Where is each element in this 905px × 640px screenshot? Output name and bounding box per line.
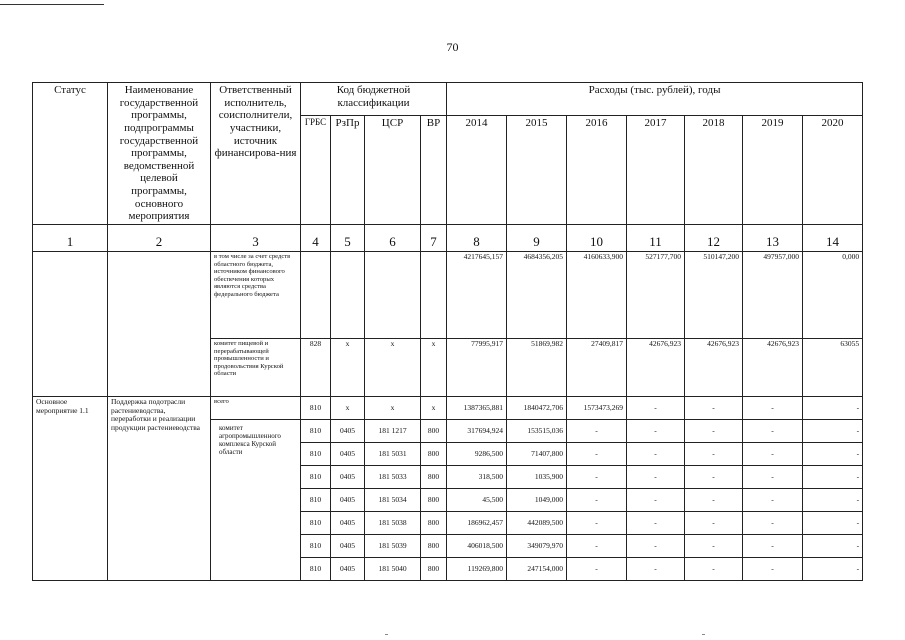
csr-cell: 181 5031 — [365, 443, 421, 466]
column-number: 6 — [365, 225, 421, 252]
amount-cell: - — [685, 420, 743, 443]
amount-cell: 153515,036 — [507, 420, 567, 443]
rzpr-cell: 0405 — [331, 535, 365, 558]
amount-cell: 77995,917 — [447, 339, 507, 397]
amount-cell: 318,500 — [447, 466, 507, 489]
empty-name-cell — [108, 252, 211, 397]
header-status: Статус — [33, 83, 108, 225]
column-number: 9 — [507, 225, 567, 252]
measure-executor: комитет агропромышленного комплекса Курской области — [211, 420, 301, 581]
amount-cell: 45,500 — [447, 489, 507, 512]
amount-cell: - — [685, 558, 743, 581]
column-number: 7 — [421, 225, 447, 252]
column-number: 3 — [211, 225, 301, 252]
amount-cell: - — [685, 489, 743, 512]
amount-cell: 349079,970 — [507, 535, 567, 558]
csr-cell: 181 1217 — [365, 420, 421, 443]
amount-cell: 9286,500 — [447, 443, 507, 466]
amount-cell: 63055 — [803, 339, 863, 397]
header-year: 2016 — [567, 116, 627, 225]
amount-cell: - — [743, 443, 803, 466]
amount-cell: 1049,000 — [507, 489, 567, 512]
amount-cell: - — [743, 466, 803, 489]
rzpr-cell: х — [331, 339, 365, 397]
column-number: 13 — [743, 225, 803, 252]
amount-cell: - — [627, 558, 685, 581]
grbs-cell: 810 — [301, 512, 331, 535]
header-year: 2014 — [447, 116, 507, 225]
amount-cell: - — [803, 558, 863, 581]
top-left-rule — [0, 4, 104, 5]
amount-cell: - — [567, 443, 627, 466]
vr-cell: 800 — [421, 420, 447, 443]
amount-cell: - — [685, 397, 743, 420]
amount-cell: - — [567, 535, 627, 558]
amount-cell: - — [685, 512, 743, 535]
column-number: 2 — [108, 225, 211, 252]
amount-cell: 527177,700 — [627, 252, 685, 339]
amount-cell: - — [685, 535, 743, 558]
amount-cell: 27409,817 — [567, 339, 627, 397]
header-year: 2017 — [627, 116, 685, 225]
executor-federal: в том числе за счет средств областного бюджета, источником финансового обеспечения которых являются средства федерального бюджета — [211, 252, 301, 339]
amount-cell: - — [627, 535, 685, 558]
amount-cell: 247154,000 — [507, 558, 567, 581]
rzpr-cell: 0405 — [331, 489, 365, 512]
total-label: всего — [211, 397, 301, 420]
header-budget-code: Код бюджетной классификации — [301, 83, 447, 116]
amount-cell: 442089,500 — [507, 512, 567, 535]
csr-cell: 181 5039 — [365, 535, 421, 558]
amount-cell: - — [627, 489, 685, 512]
vr-cell: 800 — [421, 443, 447, 466]
amount-cell: - — [627, 397, 685, 420]
table-row-measure-total — [33, 397, 863, 420]
amount-cell: 4684356,205 — [507, 252, 567, 339]
amount-cell: - — [567, 512, 627, 535]
amount-cell: - — [743, 512, 803, 535]
header-rzpr: РзПр — [331, 116, 365, 225]
csr-cell: х — [365, 397, 421, 420]
vr-cell: 800 — [421, 489, 447, 512]
vr-cell: 800 — [421, 558, 447, 581]
csr-cell: х — [365, 339, 421, 397]
amount-cell: - — [627, 512, 685, 535]
amount-cell: 4160633,900 — [567, 252, 627, 339]
grbs-cell: 810 — [301, 397, 331, 420]
amount-cell: - — [627, 466, 685, 489]
amount-cell: - — [567, 420, 627, 443]
amount-cell: 42676,923 — [743, 339, 803, 397]
header-expenses: Расходы (тыс. рублей), годы — [447, 83, 863, 116]
column-number-row — [33, 225, 863, 252]
amount-cell: - — [627, 443, 685, 466]
table-row-federal — [33, 252, 863, 339]
amount-cell: - — [685, 466, 743, 489]
grbs-cell: 810 — [301, 489, 331, 512]
header-vr: ВР — [421, 116, 447, 225]
grbs-cell: 810 — [301, 466, 331, 489]
column-number: 10 — [567, 225, 627, 252]
amount-cell: 119269,800 — [447, 558, 507, 581]
empty-cell — [421, 252, 447, 339]
csr-cell: 181 5034 — [365, 489, 421, 512]
amount-cell: - — [685, 443, 743, 466]
amount-cell: 1387365,881 — [447, 397, 507, 420]
header-year: 2019 — [743, 116, 803, 225]
amount-cell: - — [803, 420, 863, 443]
rzpr-cell: 0405 — [331, 512, 365, 535]
amount-cell: 406018,500 — [447, 535, 507, 558]
amount-cell: 317694,924 — [447, 420, 507, 443]
header-year: 2020 — [803, 116, 863, 225]
header-csr: ЦСР — [365, 116, 421, 225]
grbs-cell: 810 — [301, 558, 331, 581]
amount-cell: 42676,923 — [685, 339, 743, 397]
grbs-cell: 810 — [301, 535, 331, 558]
rzpr-cell: 0405 — [331, 466, 365, 489]
amount-cell: 42676,923 — [627, 339, 685, 397]
amount-cell: - — [567, 489, 627, 512]
csr-cell: 181 5040 — [365, 558, 421, 581]
amount-cell: - — [743, 420, 803, 443]
amount-cell: 1035,900 — [507, 466, 567, 489]
column-number: 5 — [331, 225, 365, 252]
vr-cell: х — [421, 339, 447, 397]
amount-cell: 510147,200 — [685, 252, 743, 339]
amount-cell: - — [803, 397, 863, 420]
vr-cell: 800 — [421, 535, 447, 558]
amount-cell: - — [803, 466, 863, 489]
grbs-cell: 810 — [301, 443, 331, 466]
amount-cell: - — [803, 443, 863, 466]
amount-cell: 1573473,269 — [567, 397, 627, 420]
column-number: 4 — [301, 225, 331, 252]
header-grbs: ГРБС — [301, 116, 331, 225]
empty-cell — [365, 252, 421, 339]
amount-cell: - — [743, 489, 803, 512]
amount-cell: 71407,800 — [507, 443, 567, 466]
amount-cell: 186962,457 — [447, 512, 507, 535]
amount-cell: - — [743, 535, 803, 558]
csr-cell: 181 5033 — [365, 466, 421, 489]
header-year: 2018 — [685, 116, 743, 225]
amount-cell: - — [743, 558, 803, 581]
vr-cell: х — [421, 397, 447, 420]
amount-cell: 497957,000 — [743, 252, 803, 339]
amount-cell: 1840472,706 — [507, 397, 567, 420]
grbs-cell: 828 — [301, 339, 331, 397]
amount-cell: 0,000 — [803, 252, 863, 339]
header-year: 2015 — [507, 116, 567, 225]
rzpr-cell: 0405 — [331, 443, 365, 466]
budget-table — [32, 82, 863, 581]
executor-committee: комитет пищевой и перерабатывающей промышленности и продовольствия Курской области — [211, 339, 301, 397]
amount-cell: - — [803, 489, 863, 512]
empty-status-cell — [33, 252, 108, 397]
csr-cell: 181 5038 — [365, 512, 421, 535]
page-number: 70 — [446, 40, 459, 54]
amount-cell: - — [627, 420, 685, 443]
amount-cell: - — [743, 397, 803, 420]
column-number: 1 — [33, 225, 108, 252]
rzpr-cell: 0405 — [331, 420, 365, 443]
vr-cell: 800 — [421, 466, 447, 489]
header-name: Наименование государственной программы, подпрограммы государственной программы, ведомственной целевой программы, основного мероприятия — [108, 83, 211, 225]
amount-cell: - — [567, 558, 627, 581]
column-number: 14 — [803, 225, 863, 252]
empty-cell — [301, 252, 331, 339]
column-number: 8 — [447, 225, 507, 252]
vr-cell: 800 — [421, 512, 447, 535]
rzpr-cell: х — [331, 397, 365, 420]
amount-cell: - — [803, 512, 863, 535]
header-executor: Ответственный исполнитель, соисполнители, участники, источник финансирова-ния — [211, 83, 301, 225]
measure-name: Поддержка подотрасли растениеводства, переработки и реализации продукции растениеводства — [108, 397, 211, 581]
column-number: 11 — [627, 225, 685, 252]
amount-cell: - — [567, 466, 627, 489]
measure-status: Основное мероприятие 1.1 — [33, 397, 108, 581]
grbs-cell: 810 — [301, 420, 331, 443]
empty-cell — [331, 252, 365, 339]
column-number: 12 — [685, 225, 743, 252]
rzpr-cell: 0405 — [331, 558, 365, 581]
amount-cell: 4217645,157 — [447, 252, 507, 339]
amount-cell: 51869,982 — [507, 339, 567, 397]
amount-cell: - — [803, 535, 863, 558]
